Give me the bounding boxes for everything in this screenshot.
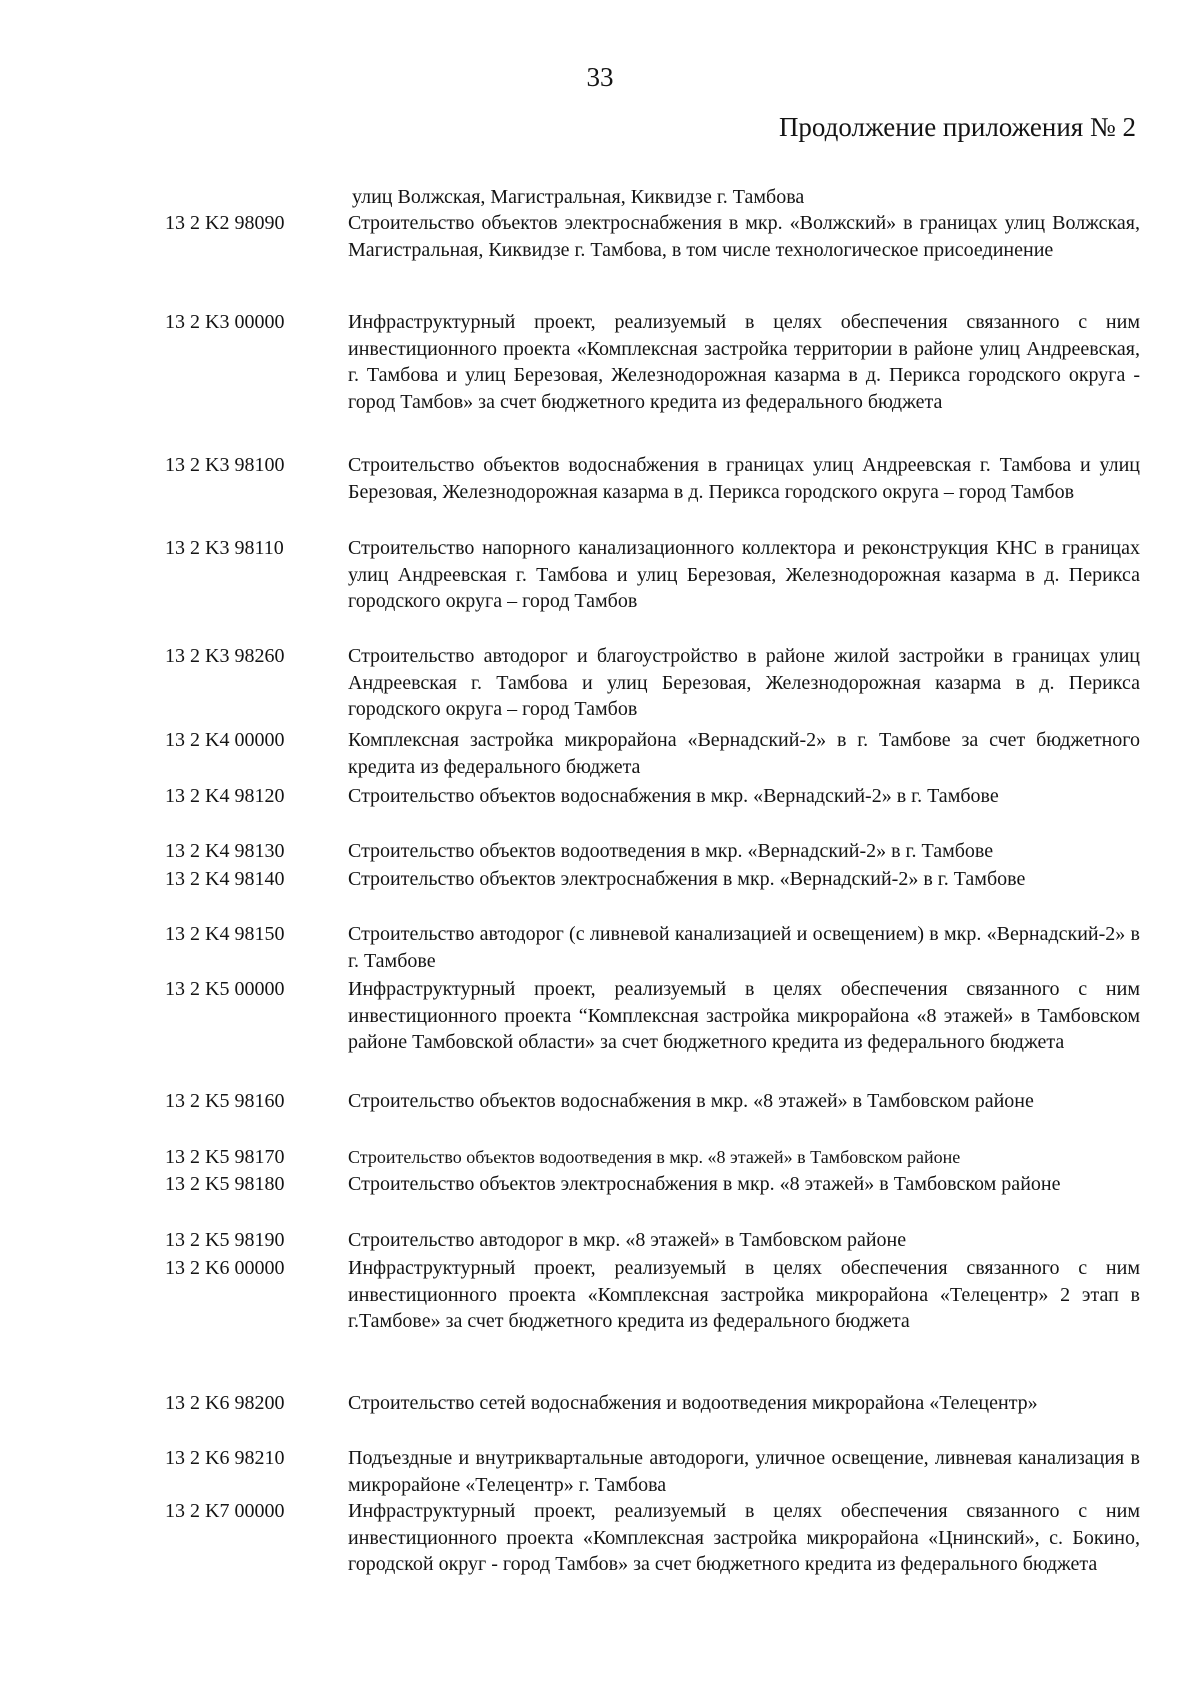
budget-code: 13 2 K4 98120 [165,785,285,807]
budget-code: 13 2 K5 98170 [165,1146,285,1168]
item-description: Инфраструктурный проект, реализуемый в целях обеспечения связанного с ним инвестиционного проекта «Комплексная застройка микрорайона «Телецентр» 2 этап в г.Тамбове» за счет бюджетного кредита из федерального бюджета [348,1257,1140,1332]
item-description: Строительство объектов электроснабжения в мкр. «Волжский» в границах улиц Волжская, Магистральная, Киквидзе г. Тамбова, в том числе технологическое присоединение [348,212,1140,261]
item-description: Строительство объектов водоснабжения в границах улиц Андреевская г. Тамбова и улиц Березовая, Железнодорожная казарма в д. Перикса городского округа – город Тамбов [348,454,1140,503]
item-description: Строительство автодорог в мкр. «8 этажей» в Тамбовском районе [348,1229,907,1251]
item-description: Строительство объектов водоснабжения в мкр. «Вернадский-2» в г. Тамбове [348,785,999,807]
budget-code: 13 2 K3 98110 [165,537,284,559]
budget-code: 13 2 K6 00000 [165,1257,285,1279]
budget-code: 13 2 K5 00000 [165,978,285,1000]
item-description: Комплексная застройка микрорайона «Вернадский-2» в г. Тамбове за счет бюджетного кредита из федерального бюджета [348,729,1140,778]
budget-code: 13 2 K3 00000 [165,311,285,333]
appendix-continuation-title: Продолжение приложения № 2 [778,112,1136,142]
budget-code: 13 2 K6 98200 [165,1392,285,1414]
item-description: Строительство объектов водоотведения в мкр. «8 этажей» в Тамбовском районе [348,1147,961,1167]
continued-text-line: улиц Волжская, Магистральная, Киквидзе г. Тамбова [352,186,805,208]
item-description: Инфраструктурный проект, реализуемый в целях обеспечения связанного с ним инвестиционного проекта «Комплексная застройка микрорайона «Цнинский», с. Бокино, городской округ - город Тамбов» за счет бюджетного кредита из федерального бюджета [348,1500,1140,1575]
item-description: Строительство объектов электроснабжения в мкр. «Вернадский-2» в г. Тамбове [348,868,1026,890]
page-number: 33 [586,62,614,92]
item-description: Строительство автодорог (с ливневой канализацией и освещением) в мкр. «Вернадский-2» в г. Тамбове [348,923,1140,972]
item-description: Строительство объектов водоснабжения в мкр. «8 этажей» в Тамбовском районе [348,1090,1034,1112]
item-description: Строительство напорного канализационного коллектора и реконструкция КНС в границах улиц Андреевская г. Тамбова и улиц Березовая, Железнодорожная казарма в д. Перикса городского округа – город Тамбов [348,537,1140,612]
budget-code: 13 2 K4 98140 [165,868,285,890]
budget-code: 13 2 K6 98210 [165,1447,285,1469]
item-description: Строительство объектов водоотведения в мкр. «Вернадский-2» в г. Тамбове [348,840,994,862]
budget-code: 13 2 K7 00000 [165,1500,285,1522]
item-description: Строительство сетей водоснабжения и водоотведения микрорайона «Телецентр» [348,1392,1038,1414]
budget-code: 13 2 K5 98160 [165,1090,285,1112]
item-description: Инфраструктурный проект, реализуемый в целях обеспечения связанного с ним инвестиционного проекта «Комплексная застройка территории в районе улиц Андреевская, г. Тамбова и улиц Березовая, Железнодорожная казарма в д. Перикса городского округа - город Тамбов» за счет бюджетного кредита из федерального бюджета [348,311,1140,413]
budget-code: 13 2 K3 98100 [165,454,285,476]
budget-code: 13 2 K4 98150 [165,923,285,945]
budget-code: 13 2 K4 00000 [165,729,285,751]
budget-code: 13 2 K5 98180 [165,1173,285,1195]
budget-code: 13 2 K3 98260 [165,645,285,667]
budget-code: 13 2 K2 98090 [165,212,285,234]
item-description: Подъездные и внутриквартальные автодороги, уличное освещение, ливневая канализация в микрорайоне «Телецентр» г. Тамбова [348,1447,1140,1496]
item-description: Инфраструктурный проект, реализуемый в целях обеспечения связанного с ним инвестиционного проекта “Комплексная застройка микрорайона «8 этажей» в Тамбовском районе Тамбовской области» за счет бюджетного кредита из федерального бюджета [348,978,1140,1053]
item-description: Строительство автодорог и благоустройство в районе жилой застройки в границах улиц Андреевская г. Тамбова и улиц Березовая, Железнодорожная казарма в д. Перикса городского округа – город Тамбов [348,645,1140,720]
item-description: Строительство объектов электроснабжения в мкр. «8 этажей» в Тамбовском районе [348,1173,1061,1195]
budget-code: 13 2 K4 98130 [165,840,285,862]
budget-code: 13 2 K5 98190 [165,1229,285,1251]
